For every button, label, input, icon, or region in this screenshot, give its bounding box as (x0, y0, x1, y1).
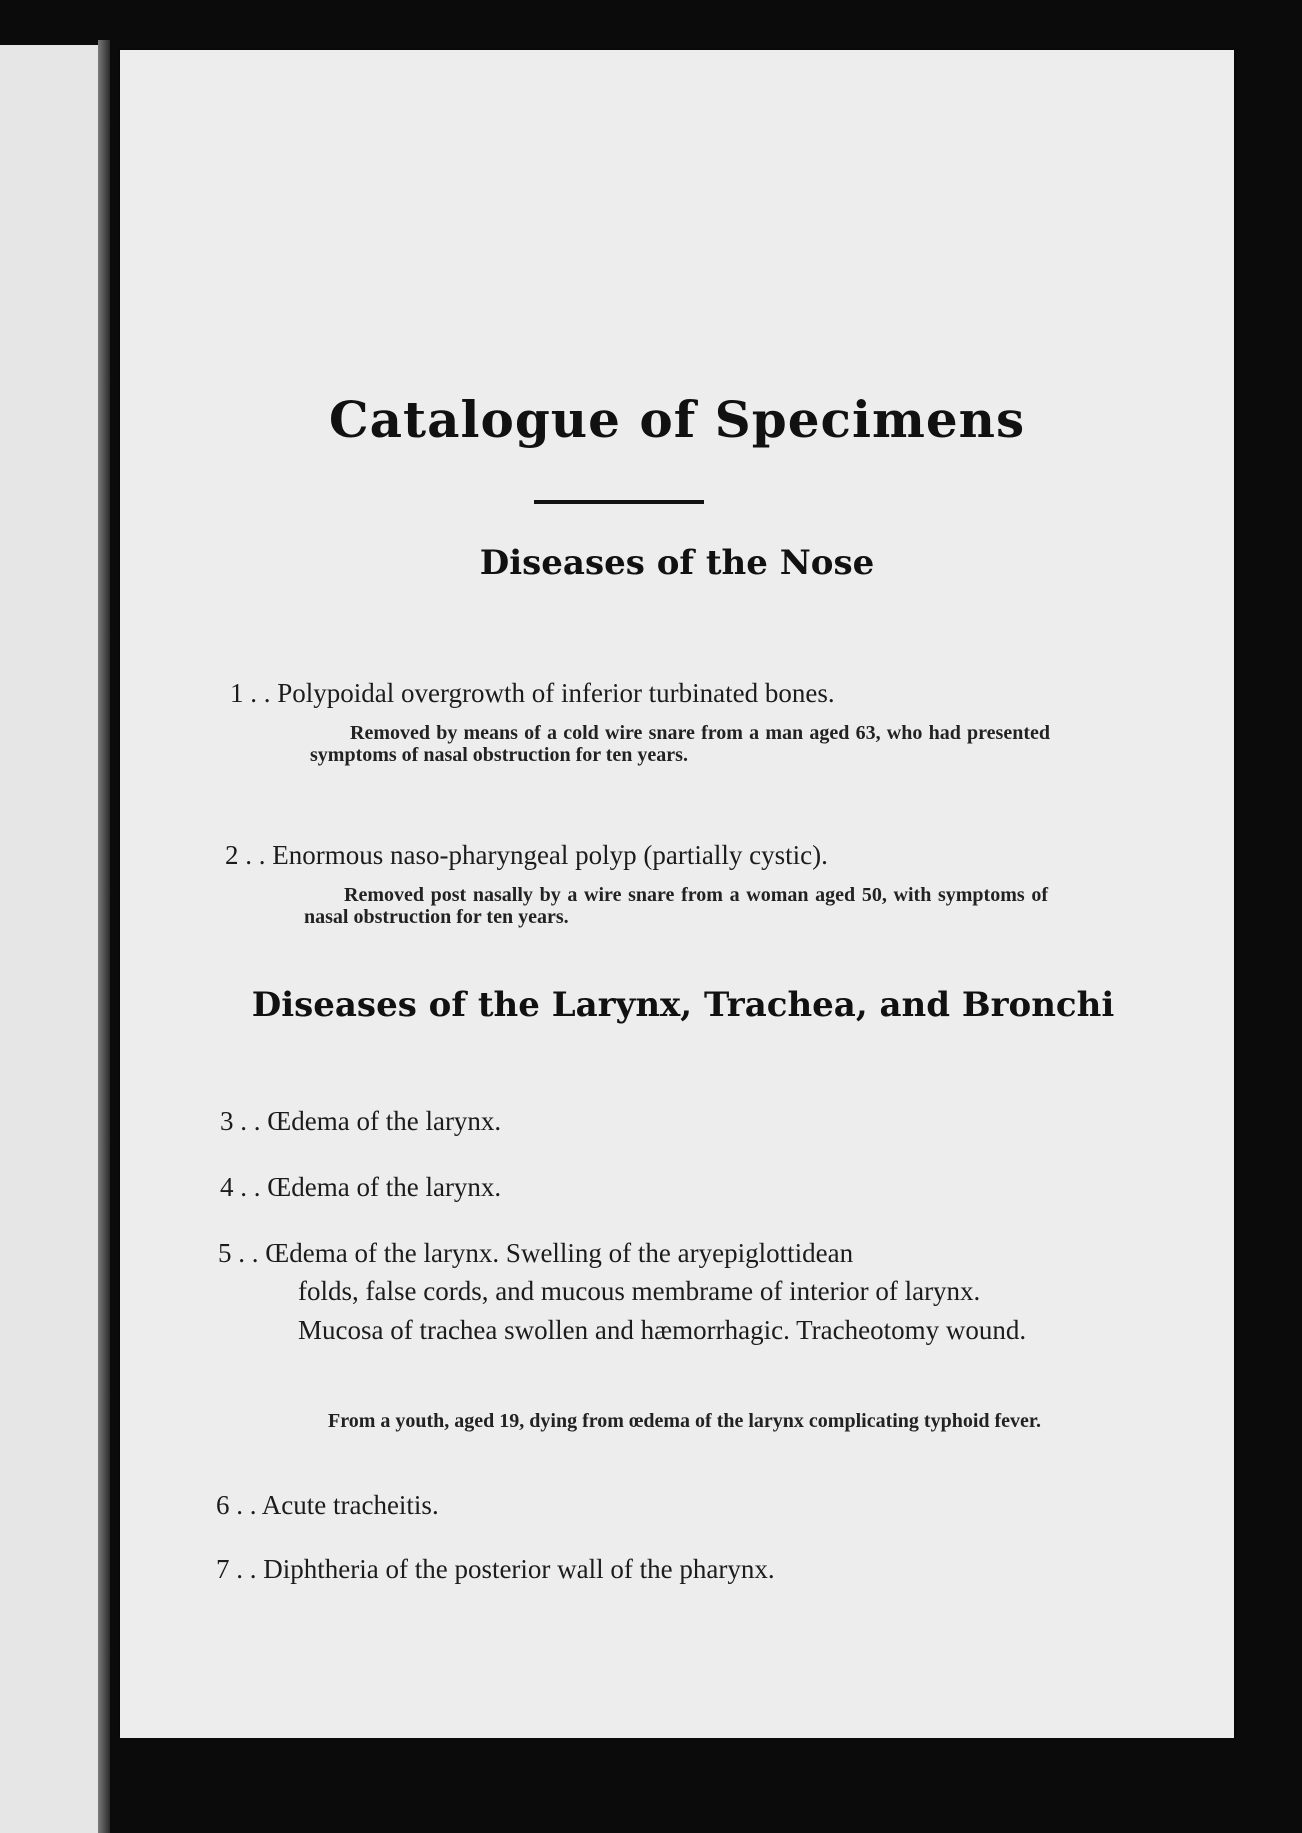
item-5-continuation: folds, false cords, and mucous membrame of interior of larynx. Mucosa of trachea swollen and hæmorrhagic. Tracheotomy wound. (298, 1276, 1027, 1345)
section-heading-nose: Diseases of the Nose (479, 543, 875, 583)
catalogue-item-4 (220, 1168, 501, 1207)
catalogue-item-5 (218, 1234, 853, 1273)
item-note-5: From a youth, aged 19, dying from œdema of the larynx complicating typhoid fever. (328, 1410, 1041, 1432)
catalogue-page (120, 50, 1234, 1738)
item-number: 7 . . (216, 1554, 257, 1584)
facing-page-edge (0, 45, 104, 1833)
page-title: Catalogue of Specimens (328, 390, 1026, 449)
page-bottom-shadow (110, 1738, 1240, 1833)
item-number: 6 . . (216, 1490, 257, 1520)
item-number: 3 . . (220, 1106, 261, 1136)
catalogue-item-2 (225, 836, 828, 875)
catalogue-item-3 (220, 1102, 501, 1141)
item-text: Diphtheria of the posterior wall of the pharynx. (263, 1554, 775, 1584)
book-spine (98, 40, 110, 1833)
item-number: 1 . . (230, 678, 271, 708)
section-heading-larynx: Diseases of the Larynx, Trachea, and Bronchi (251, 985, 1115, 1025)
catalogue-item-7 (216, 1550, 775, 1589)
item-text: Acute tracheitis. (261, 1490, 439, 1520)
catalogue-item-1 (230, 674, 835, 713)
catalogue-item-6 (216, 1486, 439, 1525)
item-text: Œdema of the larynx. Swelling of the aryepiglottidean (265, 1238, 854, 1268)
item-text: Enormous naso-pharyngeal polyp (partially cystic). (272, 840, 828, 870)
item-text: Œdema of the larynx. (267, 1172, 502, 1202)
item-text: Polypoidal overgrowth of inferior turbinated bones. (277, 678, 835, 708)
item-text: Œdema of the larynx. (267, 1106, 502, 1136)
item-number: 2 . . (225, 840, 266, 870)
item-note-1: Removed by means of a cold wire snare from a man aged 63, who had presented symptoms of nasal obstruction for ten years. (310, 722, 1050, 766)
item-note-2: Removed post nasally by a wire snare from a woman aged 50, with symptoms of nasal obstruction for ten years. (304, 884, 1048, 928)
item-number: 4 . . (220, 1172, 261, 1202)
item-number: 5 . . (218, 1238, 259, 1268)
title-rule (534, 500, 704, 504)
